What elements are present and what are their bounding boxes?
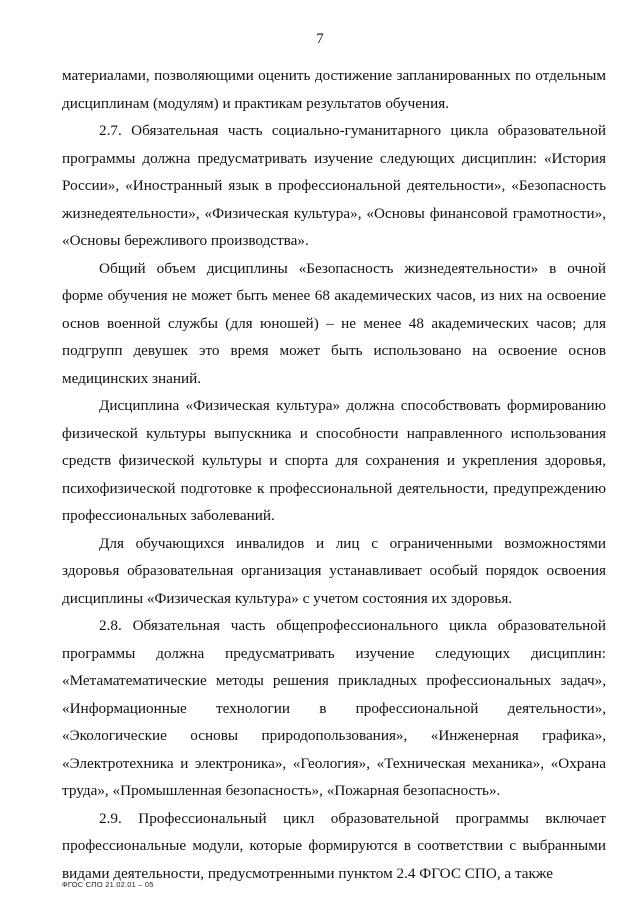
paragraph-physical-culture: Дисциплина «Физическая культура» должна способствовать формированию физической культуры выпускника и способности направленного использования средств физической культуры и спорта для сохранения и укрепления здоровья, психофизической подготовке к профессиональной деятельности, предупреждению профессиональных заболеваний.: [62, 397, 606, 524]
paragraph-disabled-students: Для обучающихся инвалидов и лиц с ограниченными возможностями здоровья образовательная организация устанавливает особый порядок освоения дисциплины «Физическая культура» с учетом состояния их здоровья.: [62, 534, 606, 607]
document-code-footer: ФГОС СПО 21.02.01 – 05: [62, 880, 154, 889]
page-number: 7: [316, 31, 324, 47]
paragraph-2-9: 2.9. Профессиональный цикл образовательной программы включает профессиональные модули, которые формируются в соответствии с выбранными видами деятельности, предусмотренными пунктом 2.4 ФГОС СПО, а также: [62, 809, 606, 882]
paragraph-2-8: 2.8. Обязательная часть общепрофессионального цикла образовательной программы должна предусматривать изучение следующих дисциплин: «Метаматематические методы решения прикладных профессиональных задач», «Информационные технологии в профессиональной деятельности», «Экологические основы природопользования», «Инженерная графика», «Электротехника и электроника», «Геология», «Техническая механика», «Охрана труда», «Промышленная безопасность», «Пожарная безопасность».: [62, 617, 606, 799]
paragraph-continuation: материалами, позволяющими оценить достижение запланированных по отдельным дисциплинам (модулям) и практикам результатов обучения.: [62, 67, 606, 112]
paragraph-2-7: 2.7. Обязательная часть социально-гуманитарного цикла образовательной программы должна предусматривать изучение следующих дисциплин: «История России», «Иностранный язык в профессиональной деятельности», «Безопасность жизнедеятельности», «Физическая культура», «Основы финансовой грамотности», «Основы бережливого производства».: [62, 122, 606, 249]
document-body: [62, 62, 606, 887]
paragraph-bzhd-volume: Общий объем дисциплины «Безопасность жизнедеятельности» в очной форме обучения не может быть менее 68 академических часов, из них на освоение основ военной службы (для юношей) – не менее 48 академических часов; для подгрупп девушек это время может быть использовано на освоение основ медицинских знаний.: [62, 259, 606, 387]
